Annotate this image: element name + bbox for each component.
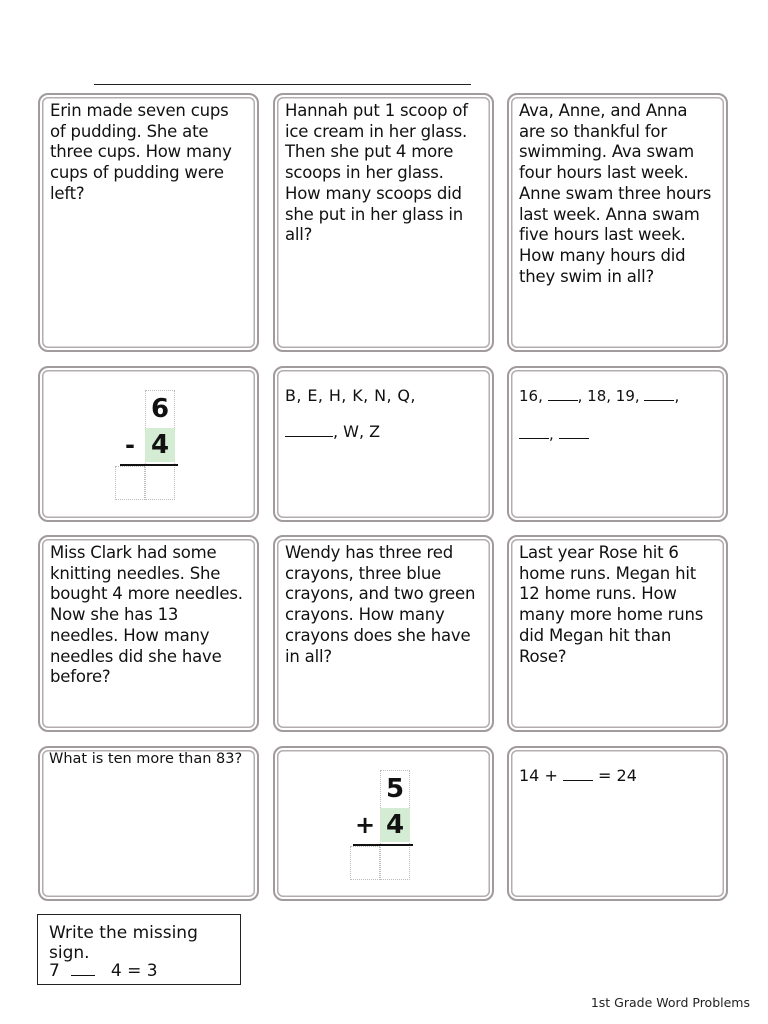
equation-right: = 24: [598, 766, 637, 785]
answer-blank[interactable]: [559, 424, 589, 439]
number-sequence-line1: [519, 386, 679, 405]
word-problem-text: Erin made seven cups of pudding. She ate three cups. How many cups of pudding were left?: [50, 101, 232, 203]
guide-cell: [350, 846, 380, 880]
vertical-subtraction: [120, 390, 190, 510]
word-problem-text: Hannah put 1 scoop of ice cream in her glass. Then she put 4 more scoops in her glass. How many scoops did she put in her glass in all?: [285, 101, 468, 245]
word-problem-text: Wendy has three red crayons, three blue crayons, and two green crayons. How many crayons does she have in all?: [285, 543, 476, 666]
comma: ,: [674, 387, 680, 405]
top-digit: 6: [150, 394, 170, 424]
answer-bar: [120, 464, 178, 466]
bottom-digit: 4: [145, 428, 175, 462]
guide-cell: [115, 466, 145, 500]
operand-a: 7: [49, 961, 60, 981]
number-18-19: , 18, 19,: [577, 387, 640, 405]
equation: [519, 766, 637, 785]
vertical-addition: [355, 770, 425, 890]
answer-blank[interactable]: [644, 386, 674, 401]
sign-blank[interactable]: [71, 961, 95, 976]
problem-card-3: [507, 93, 728, 352]
comma: ,: [549, 425, 554, 443]
ten-more-question: What is ten more than 83?: [49, 751, 243, 767]
answer-blank[interactable]: [548, 386, 578, 401]
letter-pattern-card: [273, 366, 494, 522]
plus-sign: +: [354, 811, 376, 839]
name-line[interactable]: [94, 84, 471, 85]
number-16: 16,: [519, 387, 543, 405]
answer-bar: [353, 844, 413, 846]
number-pattern-card: [507, 366, 728, 522]
top-digit: 5: [385, 774, 405, 804]
word-problem-text: Last year Rose hit 6 home runs. Megan hit 12 home runs. How many more home runs did Megan hit than Rose?: [519, 543, 704, 666]
problem-card-7: [38, 535, 259, 732]
ten-more-card: [38, 746, 259, 901]
letter-sequence-end: , W, Z: [333, 422, 381, 441]
answer-blank[interactable]: [285, 422, 333, 437]
word-problem-text: Ava, Anne, and Anna are so thankful for swimming. Ava swam four hours last week. Anne swam three hours last week. Anna swam five hours last week. How many hours did they swim in all?: [519, 101, 712, 286]
missing-sign-title: Write the missing sign.: [49, 923, 198, 963]
problem-card-8: [273, 535, 494, 732]
answer-blank[interactable]: [563, 766, 593, 781]
number-sequence-line2: [519, 424, 589, 443]
letter-sequence: B, E, H, K, N, Q,: [285, 386, 416, 405]
word-problem-text: Miss Clark had some knitting needles. She bought 4 more needles. Now she has 13 needles. How many needles did she have before?: [50, 543, 243, 687]
missing-sign-box: [37, 914, 241, 985]
answer-blank[interactable]: [519, 424, 549, 439]
addition-card: [273, 746, 494, 901]
minus-sign: -: [125, 431, 135, 459]
problem-card-9: [507, 535, 728, 732]
equation-left: 14 +: [519, 766, 558, 785]
problem-card-2: [273, 93, 494, 352]
missing-sign-equation: [49, 961, 158, 981]
footer-label: 1st Grade Word Problems: [590, 995, 750, 1010]
letter-sequence-line2: [285, 422, 380, 441]
problem-card-1: [38, 93, 259, 352]
subtraction-card: [38, 366, 259, 522]
equation-card: [507, 746, 728, 901]
bottom-digit: 4: [380, 808, 410, 842]
operand-rest: 4 = 3: [110, 961, 158, 981]
